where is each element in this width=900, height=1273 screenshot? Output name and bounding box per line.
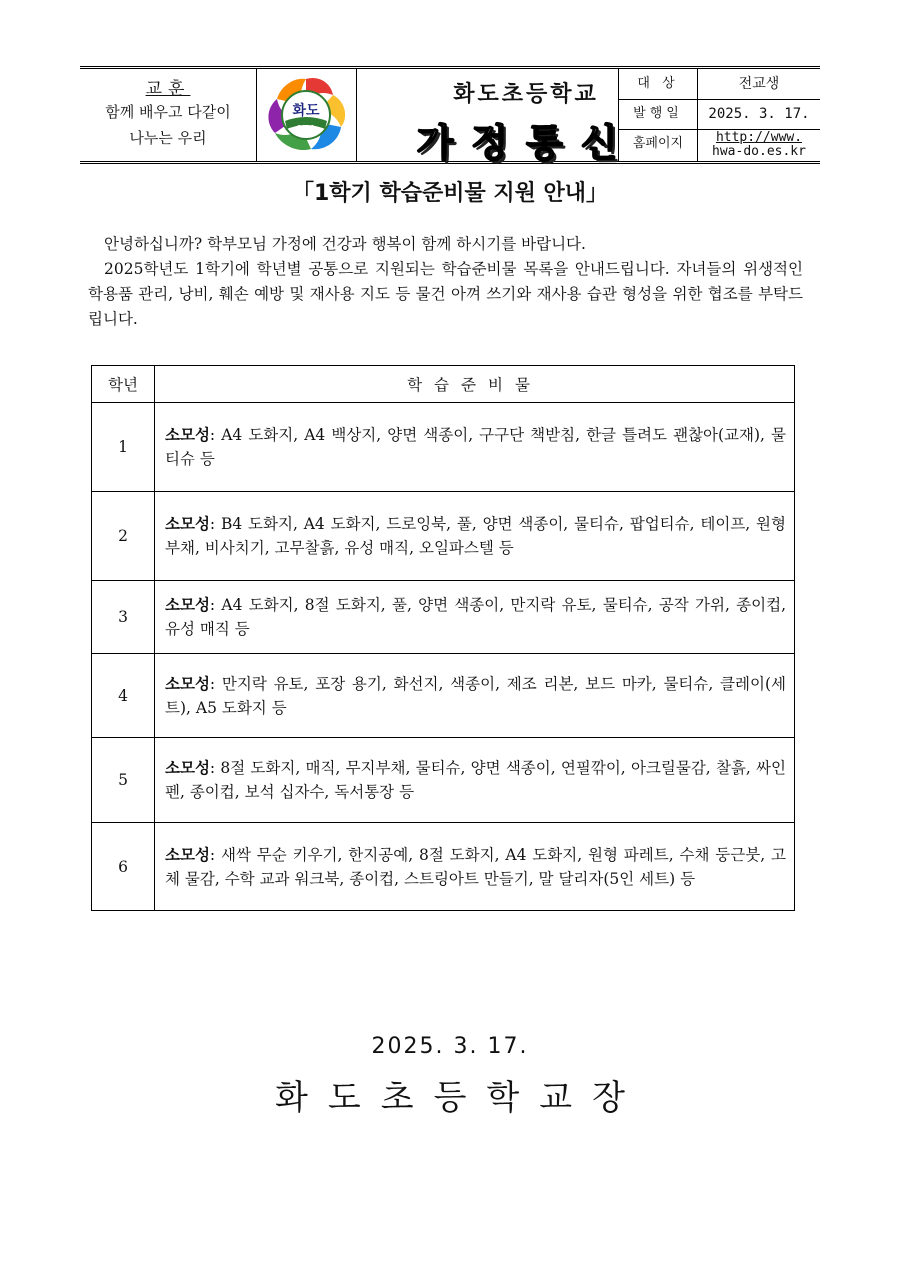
motto-title: 교훈 — [145, 79, 191, 99]
table-row — [92, 654, 795, 738]
table-row — [92, 738, 795, 823]
school-name: 화도초등학교 — [453, 82, 599, 107]
info-value-target: 전교생 — [738, 76, 780, 92]
grade-cell: 5 — [92, 738, 155, 823]
items-cell — [155, 823, 795, 911]
info-value-date: 2025. 3. 17. — [708, 106, 810, 122]
school-logo — [256, 69, 356, 161]
intro-text — [88, 232, 803, 332]
info-row-homepage — [618, 129, 820, 161]
items-label: 소모성 — [165, 596, 210, 614]
table-row — [92, 492, 795, 581]
items-label: 소모성 — [165, 845, 210, 864]
homepage-url-line-1[interactable]: http://www. — [715, 130, 803, 145]
items-text: : A4 도화지, A4 백상지, 양면 색종이, 구구단 책받침, 한글 틀려도 괜찮아(교재), 물티슈 등 — [165, 426, 786, 468]
items-label: 소모성 — [165, 515, 210, 533]
grade-cell: 6 — [92, 823, 155, 911]
table-row — [92, 403, 795, 492]
table-row — [92, 581, 795, 654]
info-label-target: 대 상 — [618, 69, 698, 99]
supplies-table — [91, 365, 795, 911]
intro-paragraph-1: 안녕하십니까? 학부모님 가정에 건강과 행복이 함께 하시기를 바랍니다. — [104, 235, 586, 253]
homepage-url-line-2[interactable]: hwa-do.es.kr — [712, 144, 806, 159]
items-text: : 만지락 유토, 포장 용기, 화선지, 색종이, 제조 리본, 보드 마카, 물티슈, 클레이(세트), A5 도화지 등 — [165, 674, 786, 717]
header-items: 학습준비물 — [155, 366, 795, 403]
school-motto — [80, 69, 256, 161]
items-cell — [155, 403, 795, 492]
table-header-row — [92, 366, 795, 403]
newsletter-title: 가정통신 — [416, 121, 636, 165]
logo-text: 화도 — [292, 103, 320, 119]
items-label: 소모성 — [165, 426, 210, 444]
issue-date: 2025. 3. 17. — [371, 1034, 529, 1059]
grade-cell: 4 — [92, 654, 155, 738]
principal-signature: 화도초등학교장 — [275, 1078, 645, 1118]
motto-line-1: 함께 배우고 다같이 — [105, 103, 231, 121]
items-cell — [155, 654, 795, 738]
table-row — [92, 823, 795, 911]
items-text: : 새싹 무순 키우기, 한지공예, 8절 도화지, A4 도화지, 원형 파레트, 수채 둥근붓, 고체 물감, 수학 교과 워크북, 종이컵, 스트링아트 만들기, 말 달리자(5인 세트) 등 — [165, 845, 786, 888]
grade-cell: 1 — [92, 403, 155, 492]
logo-year: 2011 — [297, 124, 315, 132]
info-label-date: 발행일 — [618, 99, 698, 129]
grade-cell: 3 — [92, 581, 155, 654]
items-label: 소모성 — [165, 674, 210, 693]
homepage-link[interactable] — [698, 129, 820, 161]
info-row-date — [618, 99, 820, 130]
school-emblem-icon — [261, 73, 351, 157]
items-text: : 8절 도화지, 매직, 무지부채, 물티슈, 양면 색종이, 연필깎이, 아크릴물감, 찰흙, 싸인펜, 종이컵, 보석 십자수, 독서통장 등 — [165, 759, 786, 801]
items-cell — [155, 492, 795, 581]
items-text: : A4 도화지, 8절 도화지, 풀, 양면 색종이, 만지락 유토, 물티슈, 공작 가위, 종이컵, 유성 매직 등 — [165, 596, 786, 638]
newsletter-header — [80, 66, 820, 164]
items-cell — [155, 738, 795, 823]
grade-cell: 2 — [92, 492, 155, 581]
header-grade: 학년 — [92, 366, 155, 403]
document-title: 「1학기 학습준비물 지원 안내」 — [291, 181, 609, 206]
items-label: 소모성 — [165, 759, 210, 777]
info-row-target — [618, 69, 820, 100]
info-label-homepage: 홈페이지 — [618, 129, 698, 161]
motto-line-2: 나누는 우리 — [129, 129, 207, 147]
items-cell — [155, 581, 795, 654]
items-text: : B4 도화지, A4 도화지, 드로잉북, 풀, 양면 색종이, 물티슈, 팝업티슈, 테이프, 원형부채, 비사치기, 고무찰흙, 유성 매직, 오일파스텔 등 — [165, 515, 786, 557]
intro-paragraph-2: 2025학년도 1학기에 학년별 공통으로 지원되는 학습준비물 목록을 안내드립니다. 자녀들의 위생적인 학용품 관리, 낭비, 훼손 예방 및 재사용 지도 등 물건 아껴 쓰기와 재사용 습관 형성을 위한 협조를 부탁드립니다. — [88, 260, 803, 328]
info-table — [618, 69, 820, 161]
